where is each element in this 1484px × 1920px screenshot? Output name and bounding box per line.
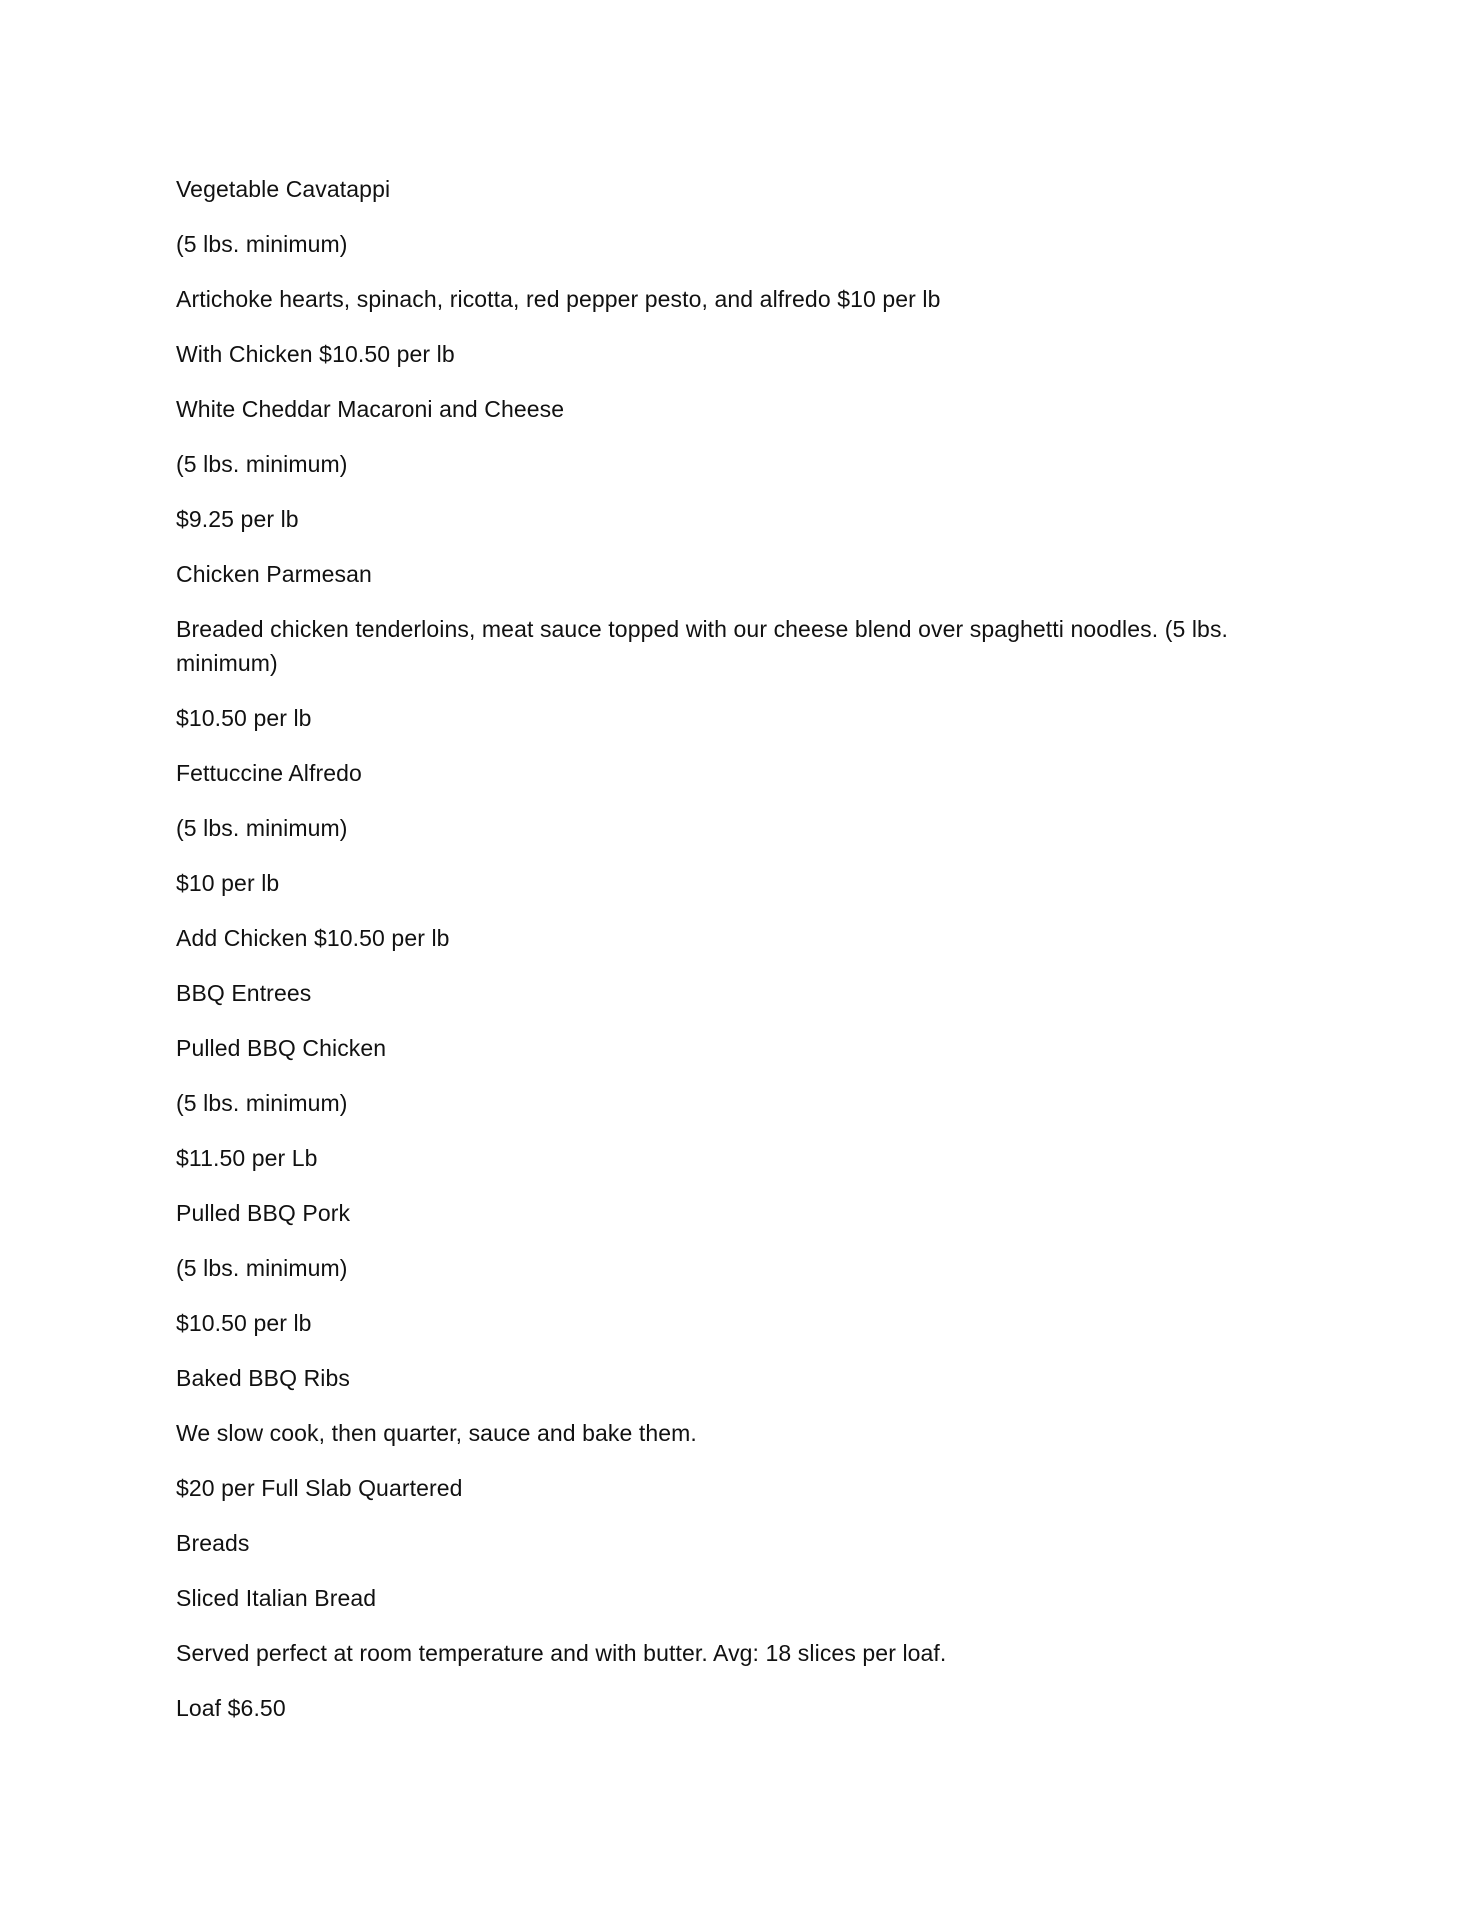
item-description: We slow cook, then quarter, sauce and bake them. bbox=[176, 1420, 697, 1446]
item-title-pulled-bbq-chicken: Pulled BBQ Chicken bbox=[176, 1035, 387, 1061]
item-description: Artichoke hearts, spinach, ricotta, red pepper pesto, and alfredo $10 per lb bbox=[176, 286, 941, 312]
item-title-sliced-italian-bread: Sliced Italian Bread bbox=[176, 1585, 377, 1611]
item-price: $20 per Full Slab Quartered bbox=[176, 1475, 463, 1501]
section-heading-breads: Breads bbox=[176, 1530, 250, 1556]
minimum-note: (5 lbs. minimum) bbox=[176, 815, 348, 841]
item-title-chicken-parmesan: Chicken Parmesan bbox=[176, 561, 372, 587]
item-description: Served perfect at room temperature and with butter. Avg: 18 slices per loaf. bbox=[176, 1640, 947, 1666]
item-title-baked-bbq-ribs: Baked BBQ Ribs bbox=[176, 1365, 350, 1391]
item-description: Breaded chicken tenderloins, meat sauce topped with our cheese blend over spaghetti noodles. (5 lbs. minimum) bbox=[176, 616, 1229, 676]
item-title-pulled-bbq-pork: Pulled BBQ Pork bbox=[176, 1200, 351, 1226]
minimum-note: (5 lbs. minimum) bbox=[176, 451, 348, 477]
item-price: $11.50 per Lb bbox=[176, 1145, 318, 1171]
item-price: $10.50 per lb bbox=[176, 705, 312, 731]
minimum-note: (5 lbs. minimum) bbox=[176, 231, 348, 257]
item-title-white-cheddar-mac: White Cheddar Macaroni and Cheese bbox=[176, 396, 565, 422]
item-price: With Chicken $10.50 per lb bbox=[176, 341, 455, 367]
menu-text-body bbox=[176, 172, 1296, 1746]
item-price: Loaf $6.50 bbox=[176, 1695, 286, 1721]
minimum-note: (5 lbs. minimum) bbox=[176, 1090, 348, 1116]
item-price-addon: Add Chicken $10.50 per lb bbox=[176, 925, 450, 951]
item-price: $10 per lb bbox=[176, 870, 280, 896]
section-heading-bbq-entrees: BBQ Entrees bbox=[176, 980, 312, 1006]
item-price: $10.50 per lb bbox=[176, 1310, 312, 1336]
item-title-fettuccine-alfredo: Fettuccine Alfredo bbox=[176, 760, 362, 786]
item-title-vegetable-cavatappi: Vegetable Cavatappi bbox=[176, 176, 391, 202]
minimum-note: (5 lbs. minimum) bbox=[176, 1255, 348, 1281]
item-price: $9.25 per lb bbox=[176, 506, 299, 532]
